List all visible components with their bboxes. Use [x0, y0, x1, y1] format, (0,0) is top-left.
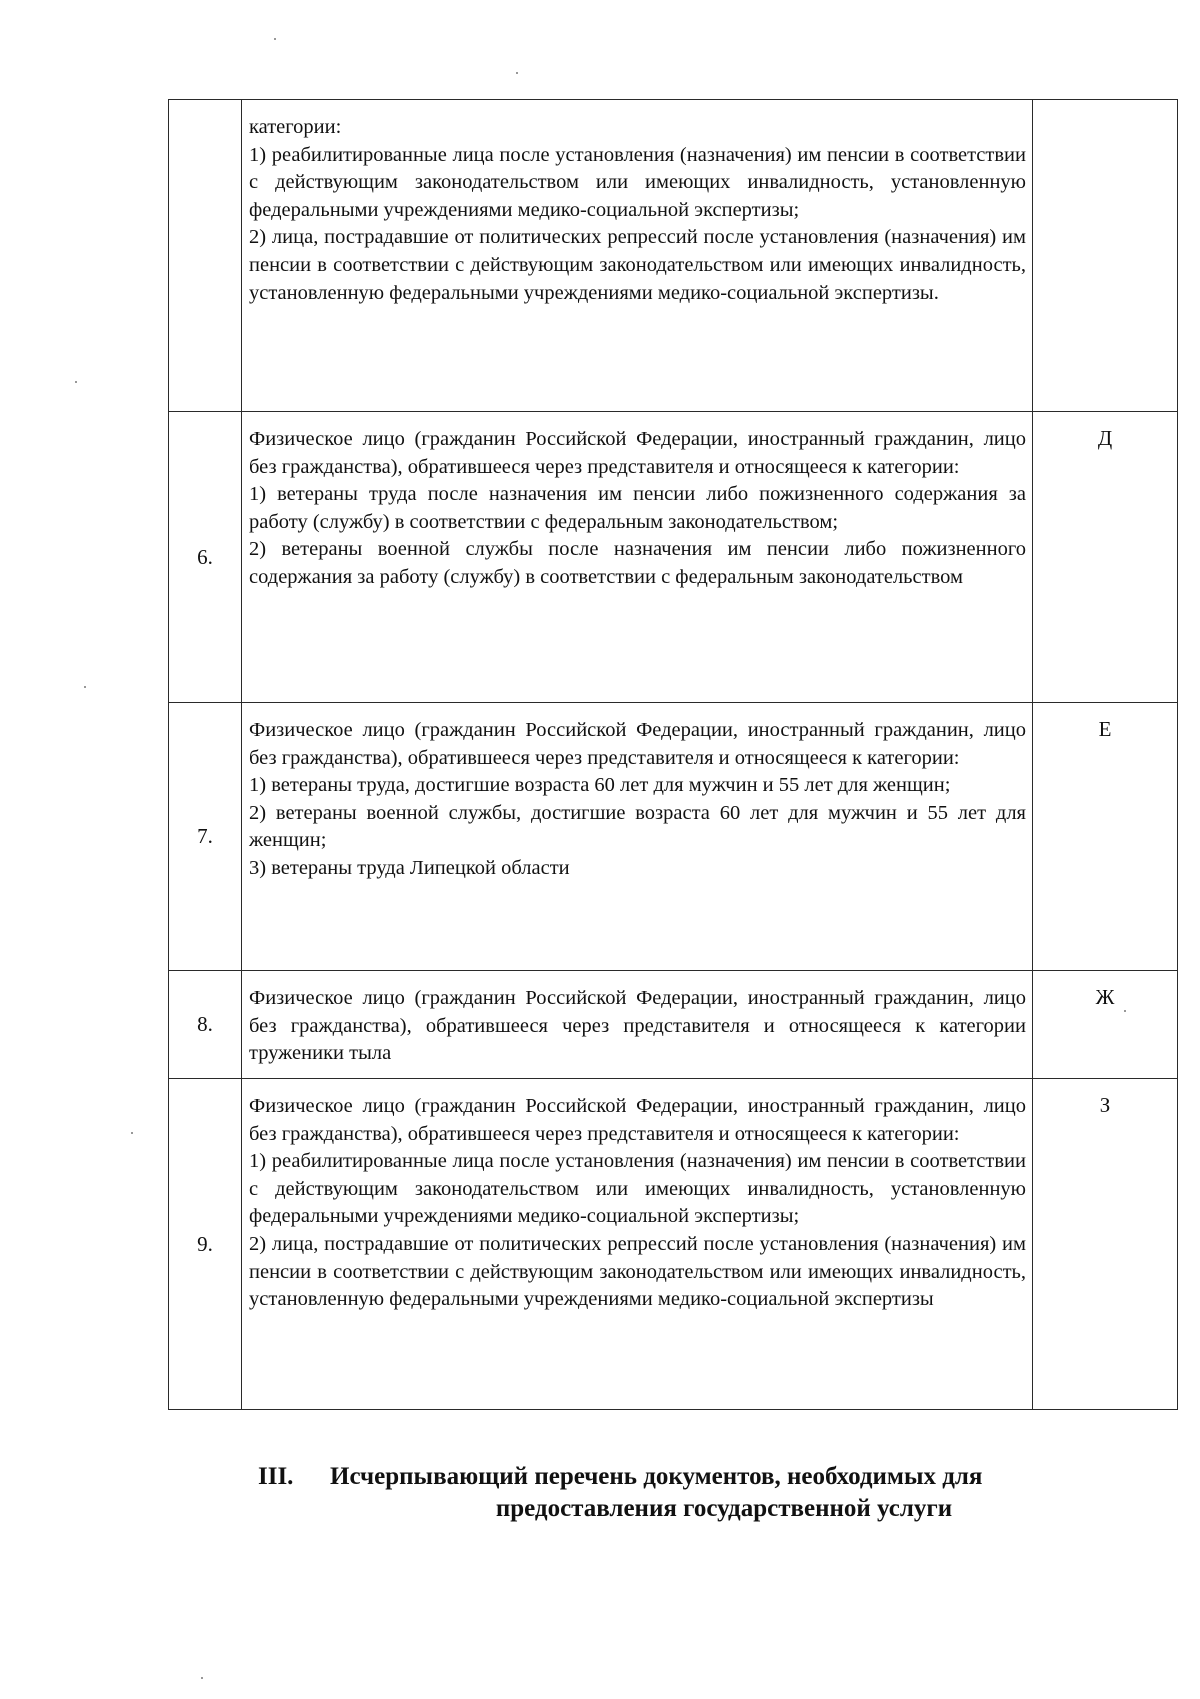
row-code: Д [1033, 412, 1178, 703]
categories-table [168, 99, 1178, 1410]
row-description [242, 1079, 1033, 1410]
row-paragraph: Физическое лицо (гражданин Российской Федерации, иностранный гражданин, лицо без гражданства), обратившееся через представителя и относящееся к категории труженики тыла [249, 987, 1026, 1065]
scan-speck [516, 72, 518, 74]
row-paragraph: 2) лица, пострадавшие от политических репрессий после установления (назначения) им пенсии в соответствии с действующим законодательством или имеющих инвалидность, установленную федеральными учреждениями медико-социальной экспертизы [249, 1232, 1026, 1311]
scan-speck [84, 686, 86, 688]
row-code: Е [1033, 703, 1178, 971]
row-description [242, 703, 1033, 971]
scan-speck [201, 1677, 203, 1679]
row-number: 7. [169, 703, 242, 971]
row-number: 6. [169, 412, 242, 703]
section-number: III. [258, 1463, 294, 1490]
section-title-line2: предоставления государственной услуги [495, 1495, 953, 1522]
table-row [169, 971, 1178, 1079]
row-code: З [1033, 1079, 1178, 1410]
scan-speck [1124, 1010, 1126, 1012]
row-code [1033, 100, 1178, 412]
scan-speck [274, 38, 276, 40]
row-number: 8. [169, 971, 242, 1079]
section-heading-line1 [258, 1461, 1118, 1493]
section-title-line1: Исчерпывающий перечень документов, необходимых для [330, 1463, 983, 1490]
table-row [169, 703, 1178, 971]
row-paragraph: Физическое лицо (гражданин Российской Федерации, иностранный гражданин, лицо без гражданства), обратившееся через представителя и относящееся к категории: [249, 719, 1026, 769]
row-paragraph: 1) ветераны труда после назначения им пенсии либо пожизненного содержания за работу (службу) в соответствии с федеральным законодательством; [249, 483, 1026, 533]
row-code: Ж [1033, 971, 1178, 1079]
row-paragraph: 2) ветераны военной службы, достигшие возраста 60 лет для мужчин и 55 лет для женщин; [249, 801, 1026, 852]
row-paragraph: 1) реабилитированные лица после установления (назначения) им пенсии в соответствии с действующим законодательством или имеющих инвалидность, установленную федеральными учреждениями медико-социальной экспертизы; [249, 143, 1026, 221]
table-row [169, 100, 1178, 412]
table-row [169, 412, 1178, 703]
scan-speck [131, 1132, 133, 1134]
row-paragraph: категории: [249, 116, 342, 138]
row-paragraph: 2) ветераны военной службы после назначения им пенсии либо пожизненного содержания за работу (службу) в соответствии с федеральным законодательством [249, 538, 1026, 588]
row-paragraph: Физическое лицо (гражданин Российской Федерации, иностранный гражданин, лицо без гражданства), обратившееся через представителя и относящееся к категории: [249, 428, 1026, 478]
row-paragraph: Физическое лицо (гражданин Российской Федерации, иностранный гражданин, лицо без гражданства), обратившееся через представителя и относящееся к категории: [249, 1095, 1026, 1145]
section-heading [258, 1461, 1118, 1525]
row-paragraph: 3) ветераны труда Липецкой области [249, 856, 570, 879]
row-description [242, 100, 1033, 412]
row-number [169, 100, 242, 412]
table-row [169, 1079, 1178, 1410]
row-paragraph: 1) ветераны труда, достигшие возраста 60 лет для мужчин и 55 лет для женщин; [249, 774, 951, 797]
row-description [242, 412, 1033, 703]
row-number: 9. [169, 1079, 242, 1410]
row-paragraph: 2) лица, пострадавшие от политических репрессий после установления (назначения) им пенсии в соответствии с действующим законодательством или имеющих инвалидность, установленную федеральными учреждениями медико-социальной экспертизы. [249, 226, 1026, 304]
row-description [242, 971, 1033, 1079]
scan-speck [75, 381, 77, 383]
row-paragraph: 1) реабилитированные лица после установления (назначения) им пенсии в соответствии с действующим законодательством или имеющих инвалидность, установленную федеральными учреждениями медико-социальной экспертизы; [249, 1150, 1026, 1228]
